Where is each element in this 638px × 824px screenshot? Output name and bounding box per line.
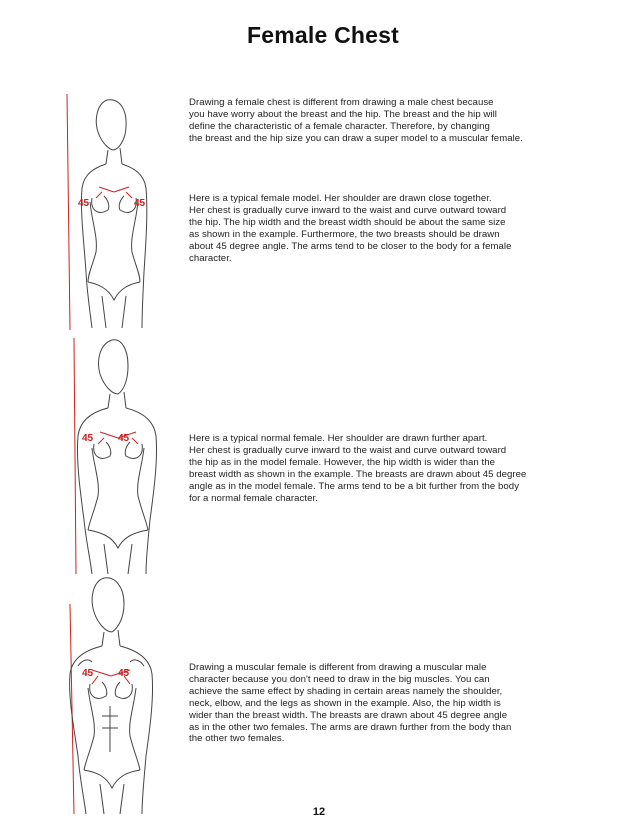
normal-female-figure bbox=[62, 336, 172, 576]
model-angle-right-label: 45 bbox=[134, 198, 146, 209]
model-angle-left-label: 45 bbox=[78, 198, 90, 209]
muscular-angle-left-label: 45 bbox=[82, 668, 94, 679]
normal-angle-left-label: 45 bbox=[82, 433, 94, 444]
muscular-angle-right-label: 45 bbox=[118, 668, 130, 679]
normal-female-paragraph: Here is a typical normal female. Her shoulder are drawn further apart. Her chest is gradually curve inward to the waist and curve outward toward the hip as in the model female. However, the hip width is wider than the breast width as shown in the example. The breasts are drawn about 45 degree angle as in the model female. The arms tend to be a bit further from the body for a normal female character. bbox=[189, 433, 527, 504]
intro-paragraph: Drawing a female chest is different from drawing a male chest because you have worry about the breast and the hip. The breast and the hip will define the characteristic of a female character. Therefore, by changing the breast and the hip size you can draw a super model to a muscular female. bbox=[189, 97, 523, 144]
normal-angle-right-label: 45 bbox=[118, 433, 130, 444]
model-female-paragraph: Here is a typical female model. Her shoulder are drawn close together. Her chest is gradually curve inward to the waist and curve outward toward the hip. The hip width and the breast width should be about the same size as shown in the example. Furthermore, the two breasts should be drawn about 45 degree angle. The arms tend to be closer to the body for a female character. bbox=[189, 193, 512, 264]
muscular-female-figure bbox=[62, 576, 172, 816]
page-number: 12 bbox=[312, 806, 326, 818]
muscular-female-paragraph: Drawing a muscular female is different from drawing a muscular male character because you don't need to draw in the big muscles. You can achieve the same effect by shading in certain areas namely the shoulder, neck, elbow, and the legs as shown in the example. Also, the hip width is wider than the breast width. The breasts are drawn about 45 degree angle as in the other two females. The arms are drawn further from the body than the other two females. bbox=[189, 662, 512, 745]
model-female-figure bbox=[62, 92, 172, 332]
page-title: Female Chest bbox=[247, 22, 399, 48]
